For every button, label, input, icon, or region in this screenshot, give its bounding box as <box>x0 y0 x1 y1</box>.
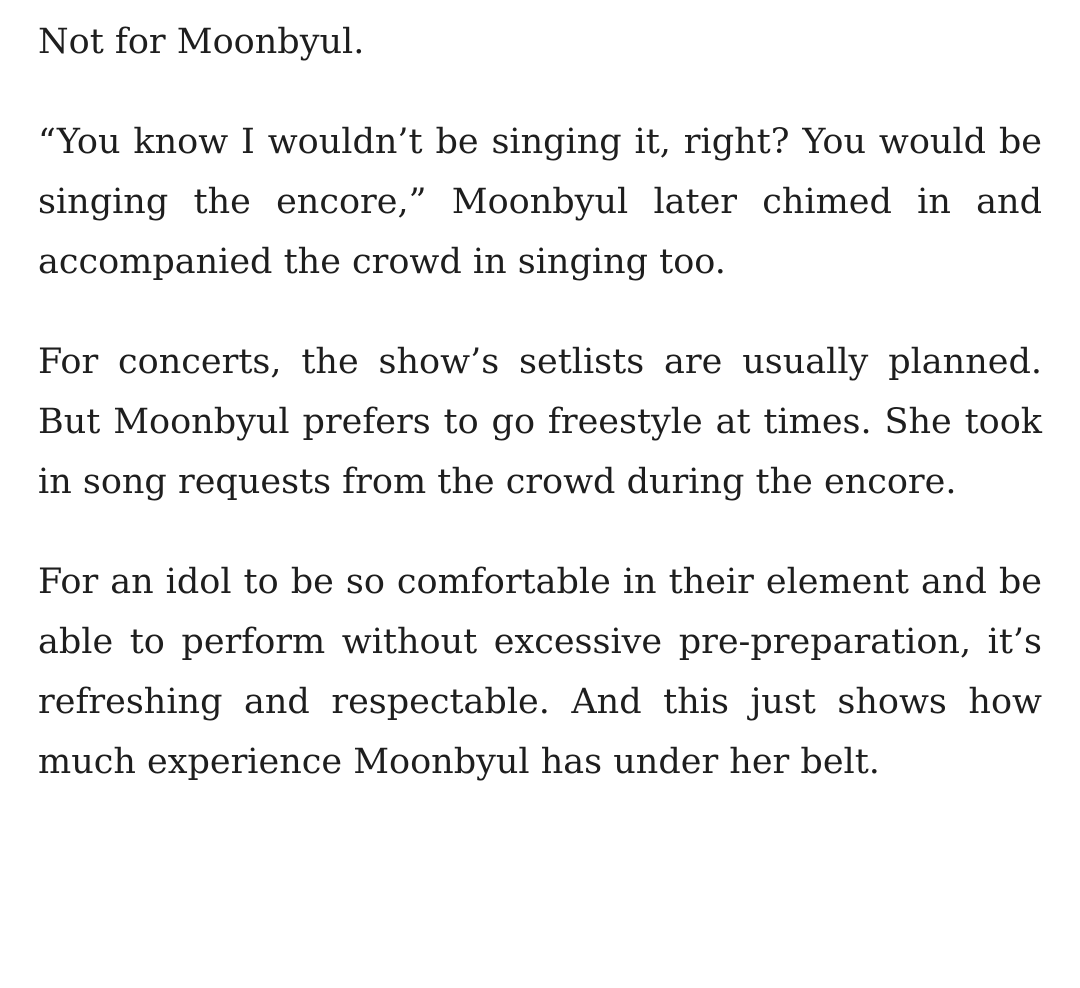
article-body <box>38 12 1042 832</box>
article-paragraph: For an idol to be so comfortable in their element and be able to perform without excessive pre-preparation, it’s refreshing and respectable. And this just shows how much experience Moonbyul has under her belt. <box>38 562 1042 782</box>
article-paragraph: For concerts, the show’s setlists are usually planned. But Moonbyul prefers to go freestyle at times. She took in song requests from the crowd during the encore. <box>38 342 1042 502</box>
article-paragraph: Not for Moonbyul. <box>38 22 365 62</box>
article-paragraph: “You know I wouldn’t be singing it, right? You would be singing the encore,” Moonbyul later chimed in and accompanied the crowd in singing too. <box>38 122 1042 282</box>
